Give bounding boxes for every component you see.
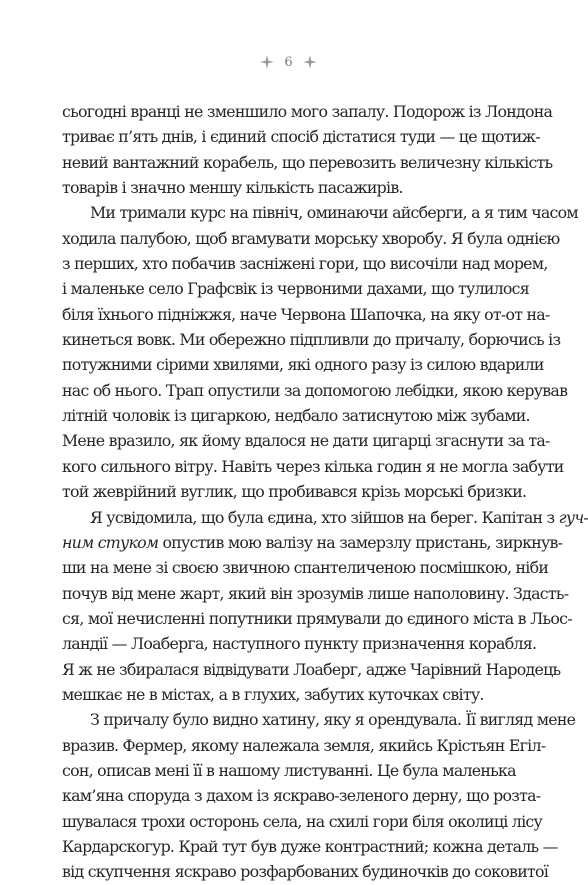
text-line: шувалася трохи осторонь села, на схилі гори біля околиці лісу [62,811,543,831]
text-line: літній чоловік із цигаркою, недбало затиснутою між зубами. [62,406,530,426]
text-line: нас об нього. Трап опустили за допомогою лебідки, якою керував [62,380,568,400]
text-line: з перших, хто побачив засніжені гори, що височіли над морем, [62,254,548,274]
text-line: мешкає не в містах, а в глухих, забутих куточках світу. [62,684,484,704]
italic-text: гуч- [558,507,588,527]
text-line: біля їхнього підніжжя, наче Червона Шапочка, на яку от-от на- [62,304,550,324]
text-line: З причалу було видно хатину, яку я орендувала. Її вигляд мене [90,710,576,730]
text-line: і маленьке село Графсвік із червоними дахами, що тулилося [62,279,529,299]
text-line: ходила палубою, щоб вгамувати морську хворобу. Я була однією [62,228,560,248]
text-run: опустив мою валізу на замерзлу пристань, зиркнув- [158,532,563,552]
text-line: ландії — Лоаберга, наступного пункту призначення корабля. [62,634,537,654]
text-line: ши на мене зі своєю звичною спантеличеною посмішкою, ніби [62,558,549,578]
text-line: вразив. Фермер, якому належала земля, якийсь Крістьян Егіл- [62,735,546,755]
italic-text: ним стуком [62,532,159,552]
text-line [62,505,588,530]
text-line: сон, описав мені її в нашому листуванні. Це була маленька [62,760,516,780]
text-line: Я ж не збиралася відвідувати Лоаберг, адже Чарівний Народець [62,659,561,679]
star-ornament-right-icon [303,55,317,69]
text-line: Мене вразило, як йому вдалося не дати цигарці згаснути за та- [62,431,550,451]
text-line: ся, мої нечисленні попутники прямували до єдиного міста в Льос- [62,608,572,628]
text-line: сьогодні вранці не зменшило мого запалу. Подорож із Лондона [62,102,553,121]
text-line: триває п’ять днів, і єдиний спосіб дістатися туди — це щотиж- [62,127,540,147]
text-line: кам’яна споруда з дахом із яскраво-зеленого дерну, що розта- [62,786,541,806]
text-run: Я усвідомила, що була єдина, хто зійшов на берег. Капітан з [90,507,559,527]
page-number: 6 [284,54,293,70]
page-header [0,50,577,74]
star-ornament-left-icon [260,55,274,69]
text-line: від скупчення яскраво розфарбованих будиночків до соковитої [62,862,549,882]
text-line [62,530,563,555]
text-line: кого сильного вітру. Навіть через кілька годин я не могла забути [62,456,564,476]
text-line: кинеться вовк. Ми обережно підпливли до причалу, борючись із [62,330,561,350]
text-line: Кардарскогур. Край тут був дуже контрастний; кожна деталь — [62,836,558,856]
book-text-body [62,99,588,885]
text-line: той жеврійний вуглик, що пробивався крізь морські бризки. [62,482,527,502]
text-line: невий вантажний корабель, що перевозить величезну кількість [62,152,553,172]
text-line: товарів і значно меншу кількість пасажирів. [62,178,403,198]
text-line: потужними сірими хвилями, які одного разу із силою вдарили [62,355,544,375]
text-line: почув від мене жарт, який він зрозумів лише наполовину. Здасть- [62,583,569,603]
text-line: Ми тримали курс на північ, оминаючи айсберги, а я тим часом [90,203,578,223]
